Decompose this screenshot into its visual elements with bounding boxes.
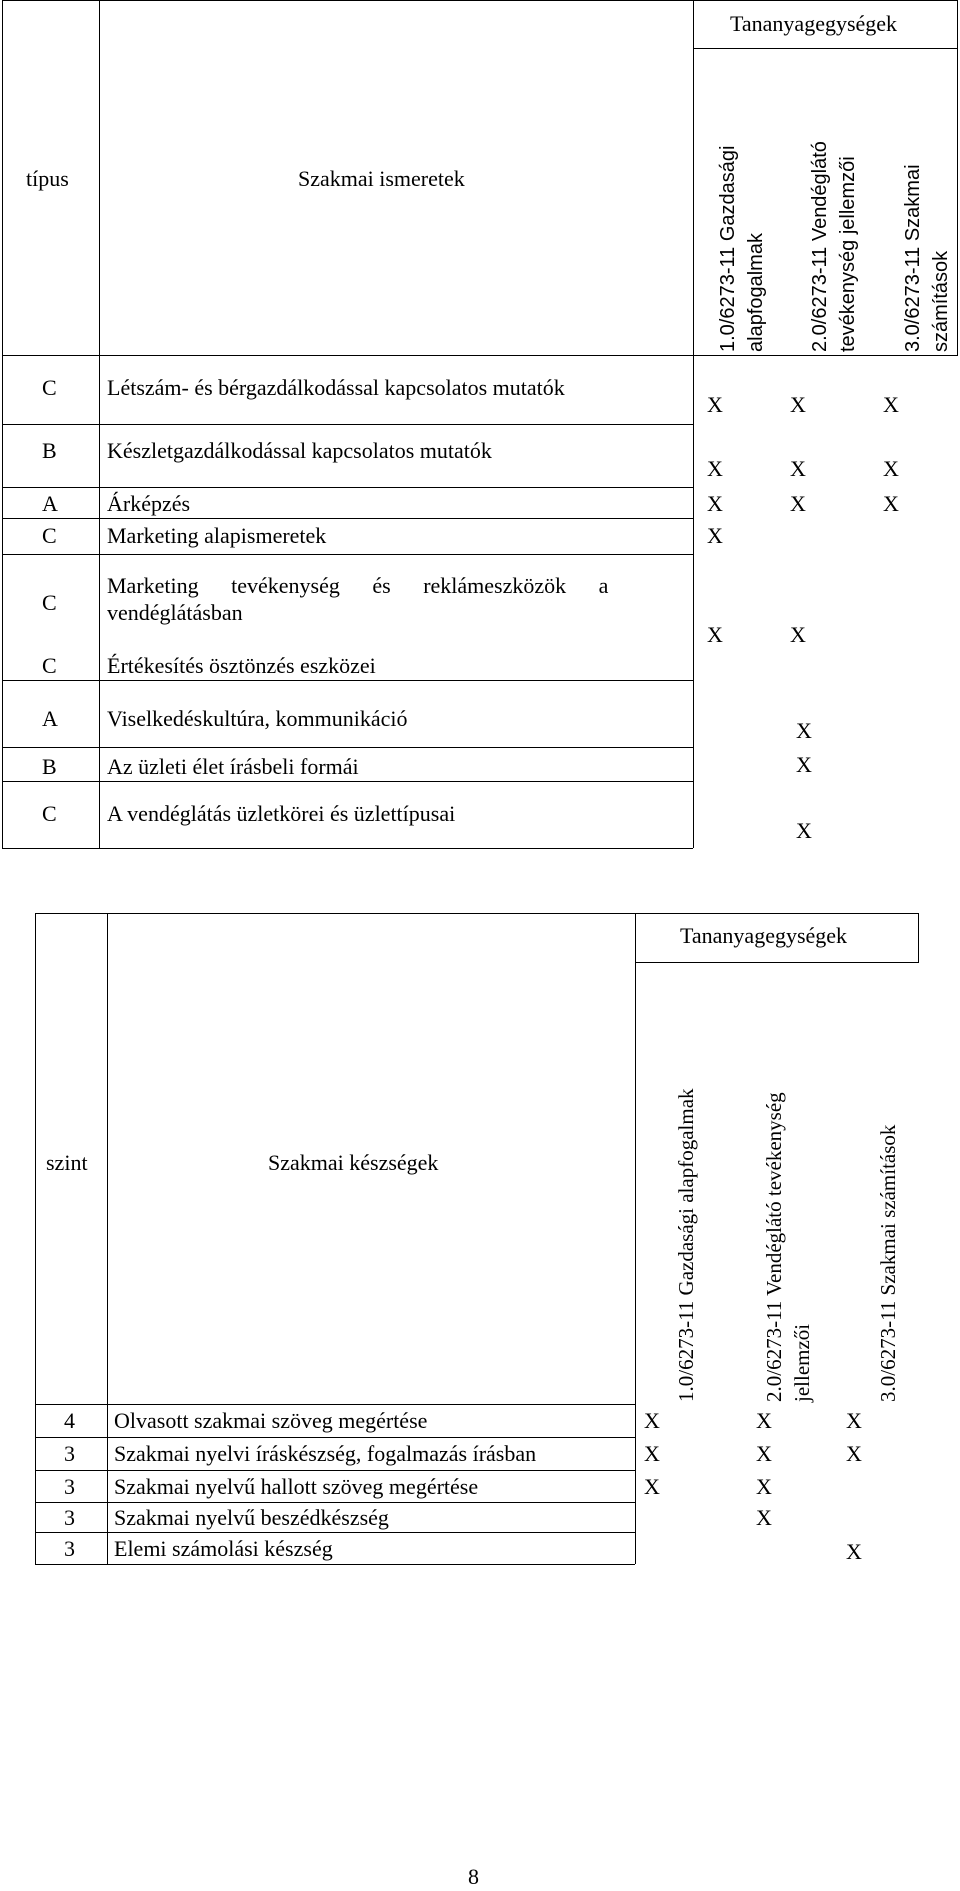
mark: X	[756, 1408, 772, 1433]
mark: X	[883, 456, 899, 481]
mark: X	[756, 1441, 772, 1466]
row-type: A	[42, 706, 58, 731]
mark: X	[796, 752, 812, 777]
row-label: Marketing alapismeretek	[107, 523, 327, 548]
row-type: C	[42, 801, 57, 826]
mark: X	[790, 491, 806, 516]
unit-header-3: 3.0/6273-11 Szakmai számítások	[876, 1124, 900, 1402]
mark: X	[846, 1441, 862, 1466]
row-level: 3	[64, 1474, 75, 1499]
mark: X	[707, 491, 723, 516]
row-type: C	[42, 653, 57, 678]
row-label: Viselkedéskultúra, kommunikáció	[107, 706, 408, 731]
mark: X	[883, 392, 899, 417]
row-label: Az üzleti élet írásbeli formái	[107, 754, 359, 779]
type-column-header: típus	[26, 166, 69, 191]
row-label: Olvasott szakmai szöveg megértése	[114, 1408, 428, 1433]
row-label: Szakmai nyelvű hallott szöveg megértése	[114, 1474, 479, 1499]
row-label: Elemi számolási készség	[114, 1536, 333, 1561]
unit-header-1: 1.0/6273-11 Gazdasági alapfogalmak	[717, 145, 767, 352]
row-label: vendéglátásban	[107, 600, 243, 625]
row-type: A	[42, 491, 58, 516]
row-label: Készletgazdálkodással kapcsolatos mutatók	[107, 438, 492, 463]
page-number: 8	[468, 1864, 479, 1889]
row-level: 3	[64, 1536, 75, 1561]
mark: X	[883, 491, 899, 516]
row-label: Létszám- és bérgazdálkodással kapcsolatos mutatók	[107, 375, 565, 400]
row-label: Szakmai nyelvű beszédkészség	[114, 1505, 389, 1530]
group-header: Tananyagegységek	[730, 11, 898, 36]
unit-header-3: 3.0/6273-11 Szakmai számítások	[902, 164, 952, 352]
row-type: C	[42, 375, 57, 400]
skill-column-header: Szakmai készségek	[268, 1150, 439, 1175]
unit-header-2: 2.0/6273-11 Vendéglátó tevékenység jellemzői	[809, 141, 859, 352]
mark: X	[846, 1408, 862, 1433]
mark: X	[707, 622, 723, 647]
mark: X	[796, 718, 812, 743]
row-level: 4	[64, 1408, 75, 1433]
row-level: 3	[64, 1505, 75, 1530]
row-label: Szakmai nyelvi íráskészség, fogalmazás írásban	[114, 1441, 537, 1466]
mark: X	[644, 1474, 660, 1499]
mark: X	[707, 392, 723, 417]
skills-table	[0, 905, 960, 1565]
row-type: C	[42, 590, 57, 615]
mark: X	[796, 818, 812, 843]
row-type: B	[42, 754, 57, 779]
knowledge-table	[0, 0, 960, 850]
mark: X	[756, 1474, 772, 1499]
mark: X	[790, 392, 806, 417]
mark: X	[756, 1505, 772, 1530]
mark: X	[644, 1441, 660, 1466]
mark: X	[790, 622, 806, 647]
unit-header-2: 2.0/6273-11 Vendéglátó tevékenység jellemzői	[762, 1092, 814, 1402]
mark: X	[707, 523, 723, 548]
row-label: A vendéglátás üzletkörei és üzlettípusai	[107, 801, 456, 826]
mark: X	[846, 1539, 862, 1564]
row-label: Árképzés	[107, 491, 191, 516]
level-column-header: szint	[46, 1150, 88, 1175]
group-header: Tananyagegységek	[680, 923, 848, 948]
row-label: Értékesítés ösztönzés eszközei	[107, 653, 376, 678]
row-level: 3	[64, 1441, 75, 1466]
unit-header-1: 1.0/6273-11 Gazdasági alapfogalmak	[674, 1088, 698, 1402]
row-type: B	[42, 438, 57, 463]
row-label: Marketing tevékenység és reklámeszközök a	[107, 573, 609, 598]
subject-column-header: Szakmai ismeretek	[298, 166, 465, 191]
mark: X	[644, 1408, 660, 1433]
mark: X	[707, 456, 723, 481]
row-type: C	[42, 523, 57, 548]
mark: X	[790, 456, 806, 481]
